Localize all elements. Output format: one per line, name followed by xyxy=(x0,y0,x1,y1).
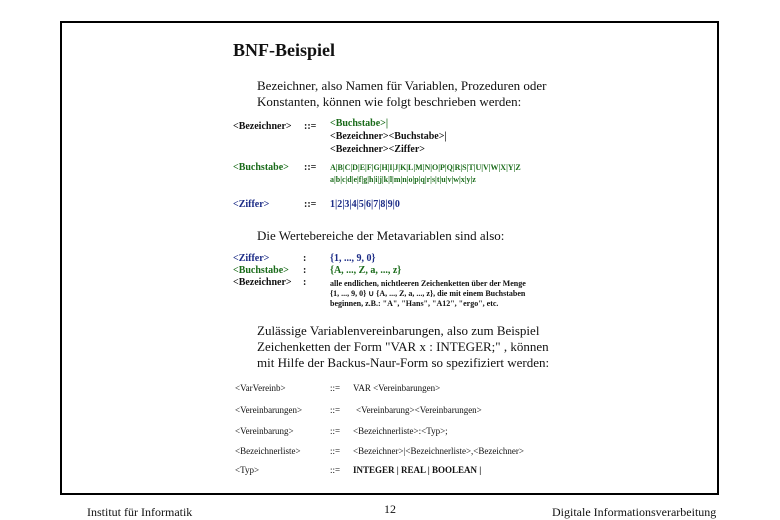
rule2-rhs: <Bezeichnerliste>:<Typ>; xyxy=(353,426,448,436)
rule-bezeichner-alt2: <Bezeichner><Buchstabe>| xyxy=(330,131,447,142)
range-ziffer-rhs: {1, ..., 9, 0} xyxy=(330,253,376,264)
footer-left: Institut für Informatik xyxy=(87,505,193,519)
rule2-op: ::= xyxy=(330,383,341,393)
range-buchstabe-lhs: <Buchstabe> xyxy=(233,265,289,276)
rule2-rhs: INTEGER | REAL | BOOLEAN | xyxy=(353,465,482,475)
rule2-op: ::= xyxy=(330,426,341,436)
rule-buchstabe-lhs: <Buchstabe> xyxy=(233,162,289,173)
range-bezeichner-desc3: beginnen, z.B.: "A", "Hans", "A12", "ergo", etc. xyxy=(330,299,499,308)
section1-line2: Konstanten, können wie folgt beschrieben werden: xyxy=(257,94,522,109)
rule2-lhs: <Vereinbarung> xyxy=(235,426,294,436)
rule2-rhs: VAR <Vereinbarungen> xyxy=(353,383,441,393)
range-ziffer-lhs: <Ziffer> xyxy=(233,253,270,264)
wertebereich-intro: Die Wertebereiche der Metavariablen sind also: xyxy=(257,228,505,243)
section2-line3: mit Hilfe der Backus-Naur-Form so spezifiziert werden: xyxy=(257,355,550,370)
section1-line1: Bezeichner, also Namen für Variablen, Prozeduren oder xyxy=(257,78,547,93)
rule2-rhs: <Bezeichner>|<Bezeichnerliste>,<Bezeichner> xyxy=(353,446,524,456)
rule-bezeichner-alt1: <Buchstabe>| xyxy=(330,118,389,129)
rule-buchstabe-upper: A|B|C|D|E|F|G|H|I|J|K|L|M|N|O|P|Q|R|S|T|U|V|W|X|Y|Z xyxy=(330,163,521,172)
rule2-op: ::= xyxy=(330,405,341,415)
range-buchstabe-rhs: {A, ..., Z, a, ..., z} xyxy=(330,265,402,276)
range-bezeichner-desc1: alle endlichen, nichtleeren Zeichenketten über der Menge xyxy=(330,279,526,288)
rule-ziffer-op: ::= xyxy=(304,199,317,210)
rule-buchstabe-op: ::= xyxy=(304,162,317,173)
rule-ziffer-rhs: 1|2|3|4|5|6|7|8|9|0 xyxy=(330,199,400,210)
page-number: 12 xyxy=(384,502,396,516)
range-bezeichner-sep: : xyxy=(303,277,307,288)
rule2-op: ::= xyxy=(330,446,341,456)
range-bezeichner-lhs: <Bezeichner> xyxy=(233,277,292,288)
rule2-lhs: <Bezeichnerliste> xyxy=(235,446,301,456)
rule2-lhs: <Typ> xyxy=(235,465,260,475)
slide-title: BNF-Beispiel xyxy=(233,40,335,60)
range-buchstabe-sep: : xyxy=(303,265,307,276)
rule2-lhs: <VarVereinb> xyxy=(235,383,286,393)
rule2-op: ::= xyxy=(330,465,341,475)
rule-buchstabe-lower: a|b|c|d|e|f|g|h|i|j|k|l|m|n|o|p|q|r|s|t|u|v|w|x|y|z xyxy=(330,175,476,184)
footer-right: Digitale Informationsverarbeitung xyxy=(552,505,717,519)
section2-line2: Zeichenketten der Form "VAR x : INTEGER;" , können xyxy=(257,339,549,354)
rule-bezeichner-lhs: <Bezeichner> xyxy=(233,121,292,132)
rule-bezeichner-op: ::= xyxy=(304,121,317,132)
range-ziffer-sep: : xyxy=(303,253,307,264)
rule2-rhs: <Vereinbarung><Vereinbarungen> xyxy=(356,405,482,415)
rule2-lhs: <Vereinbarungen> xyxy=(235,405,303,415)
rule-ziffer-lhs: <Ziffer> xyxy=(233,199,270,210)
section2-line1: Zulässige Variablenvereinbarungen, also zum Beispiel xyxy=(257,323,540,338)
range-bezeichner-desc2: {1, ..., 9, 0} ∪ {A, ..., Z, a, ..., z}, die mit einem Buchstaben xyxy=(330,289,526,298)
rule-bezeichner-alt3: <Bezeichner><Ziffer> xyxy=(330,144,425,155)
